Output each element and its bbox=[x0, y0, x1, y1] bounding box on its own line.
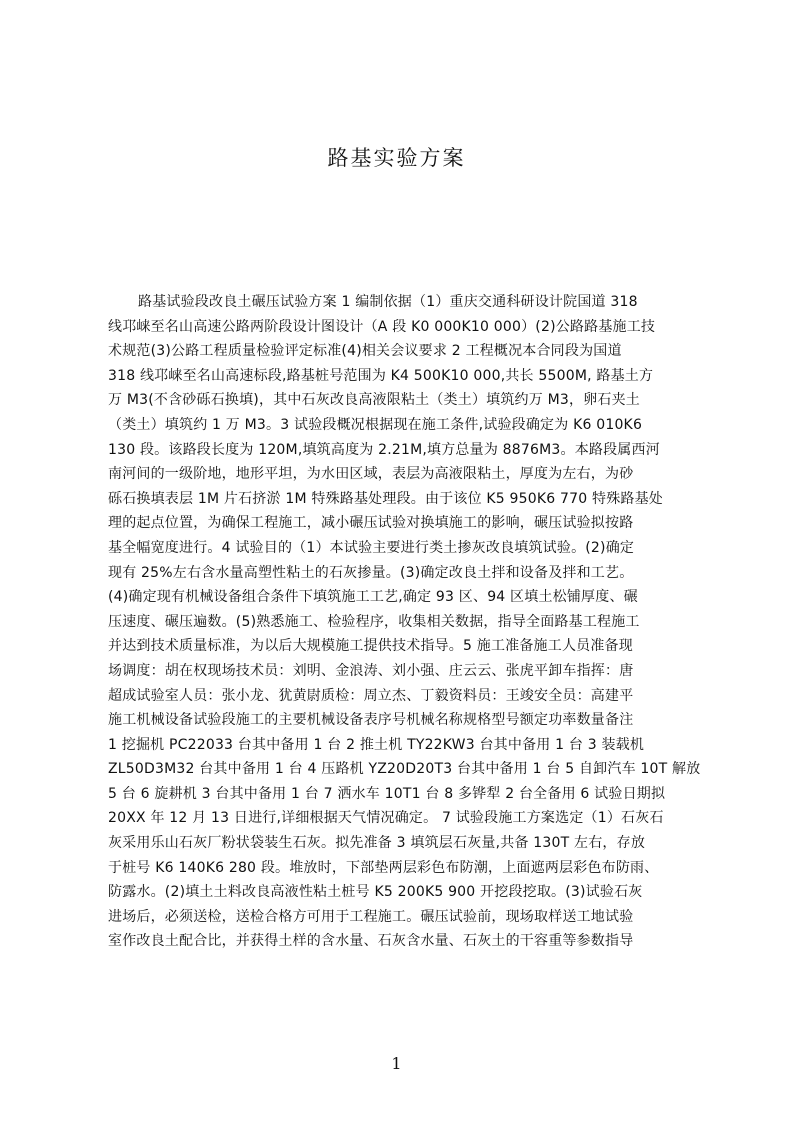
paragraph-line: 万 M3(不含砂砾石换填)，其中石灰改良高液限粘土（类土）填筑约万 M3，卵石夹土 bbox=[108, 392, 640, 409]
paragraph-line: 路基试验段改良土碾压试验方案 1 编制依据（1）重庆交通科研设计院国道 318 bbox=[138, 294, 638, 310]
paragraph-line: 压速度、碾压遍数。(5)熟悉施工、检验程序，收集相关数据，指导全面路基工程施工 bbox=[108, 613, 640, 630]
paragraph-line: 施工机械设备试验段施工的主要机械设备表序号机械名称规格型号额定功率数量备注 bbox=[108, 712, 634, 729]
paragraph-line: 于桩号 K6 140K6 280 段。堆放时，下部垫两层彩色布防潮，上面遮两层彩色布防雨、 bbox=[108, 859, 659, 876]
page-number: 1 bbox=[391, 1054, 402, 1073]
paragraph-line: ZL50D3M32 台其中备用 1 台 4 压路机 YZ20D20T3 台其中备用 1 台 5 自卸汽车 10T 解放 bbox=[108, 761, 700, 778]
paragraph-line: 场调度：胡在权现场技术员：刘明、金浪涛、刘小强、庄云云、张虎平卸车指挥：唐 bbox=[108, 662, 634, 679]
paragraph-line: 5 台 6 旋耕机 3 台其中备用 1 台 7 洒水车 10T1 台 8 多铧犁 2 台全备用 6 试验日期拟 bbox=[108, 785, 666, 802]
paragraph-line: 砾石换填表层 1M 片石挤淤 1M 特殊路基处理段。由于该位 K5 950K6 770 特殊路基处 bbox=[108, 490, 663, 507]
paragraph-line: 超成试验室人员：张小龙、犹黄尉质检：周立杰、丁毅资料员：王竣安全员：高建平 bbox=[108, 687, 634, 704]
paragraph-line: 线邛崃至名山高速公路两阶段设计图设计（A 段 K0 000K10 000）(2)公路路基施工技 bbox=[108, 318, 656, 335]
paragraph-line: 1 挖掘机 PC22033 台其中备用 1 台 2 推土机 TY22KW3 台其中备用 1 台 3 装载机 bbox=[108, 736, 645, 753]
paragraph-line: 现有 25%左右含水量高塑性粘土的石灰掺量。(3)确定改良土拌和设备及拌和工艺。 bbox=[108, 564, 634, 581]
paragraph-line: 并达到技术质量标准，为以后大规模施工提供技术指导。5 施工准备施工人员准备现 bbox=[108, 638, 633, 655]
body-text bbox=[108, 290, 700, 954]
paragraph-line: (4)确定现有机械设备组合条件下填筑施工工艺,确定 93 区、94 区填土松铺厚度、碾 bbox=[108, 589, 638, 606]
paragraph-line: 130 段。该路段长度为 120M,填筑高度为 2.21M,填方总量为 8876M3。本路段属西河 bbox=[108, 441, 660, 458]
paragraph-line: 理的起点位置，为确保工程施工，减小碾压试验对换填施工的影响，碾压试验拟按路 bbox=[108, 515, 634, 532]
paragraph-line: 室作改良土配合比，并获得土样的含水量、石灰含水量、石灰土的干容重等参数指导 bbox=[108, 933, 634, 950]
paragraph-line: 防露水。(2)填土土料改良高液性粘土桩号 K5 200K5 900 开挖段挖取。(3)试验石灰 bbox=[108, 884, 643, 901]
paragraph-line: 318 线邛崃至名山高速标段,路基桩号范围为 K4 500K10 000,共长 5500M, 路基土方 bbox=[108, 367, 654, 384]
paragraph-line: 进场后，必须送检，送检合格方可用于工程施工。碾压试验前，现场取样送工地试验 bbox=[108, 908, 634, 925]
page-title: 路基实验方案 bbox=[327, 146, 466, 170]
paragraph-line: 20XX 年 12 月 13 日进行,详细根据天气情况确定。 7 试验段施工方案选定（1）石灰石 bbox=[108, 810, 664, 827]
paragraph-line: 南河间的一级阶地，地形平坦，为水田区域，表层为高液限粘土，厚度为左右，为砂 bbox=[108, 466, 634, 483]
paragraph-line: 基全幅宽度进行。4 试验目的（1）本试验主要进行类土掺灰改良填筑试验。(2)确定 bbox=[108, 539, 635, 556]
paragraph-line: 灰采用乐山石灰厂粉状袋装生石灰。拟先准备 3 填筑层石灰量,共备 130T 左右，存放 bbox=[108, 835, 646, 852]
paragraph-line: 术规范(3)公路工程质量检验评定标准(4)相关会议要求 2 工程概况本合同段为国道 bbox=[108, 343, 622, 360]
paragraph-line: （类土）填筑约 1 万 M3。3 试验段概况根据现在施工条件,试验段确定为 K6 010K6 bbox=[108, 416, 643, 433]
